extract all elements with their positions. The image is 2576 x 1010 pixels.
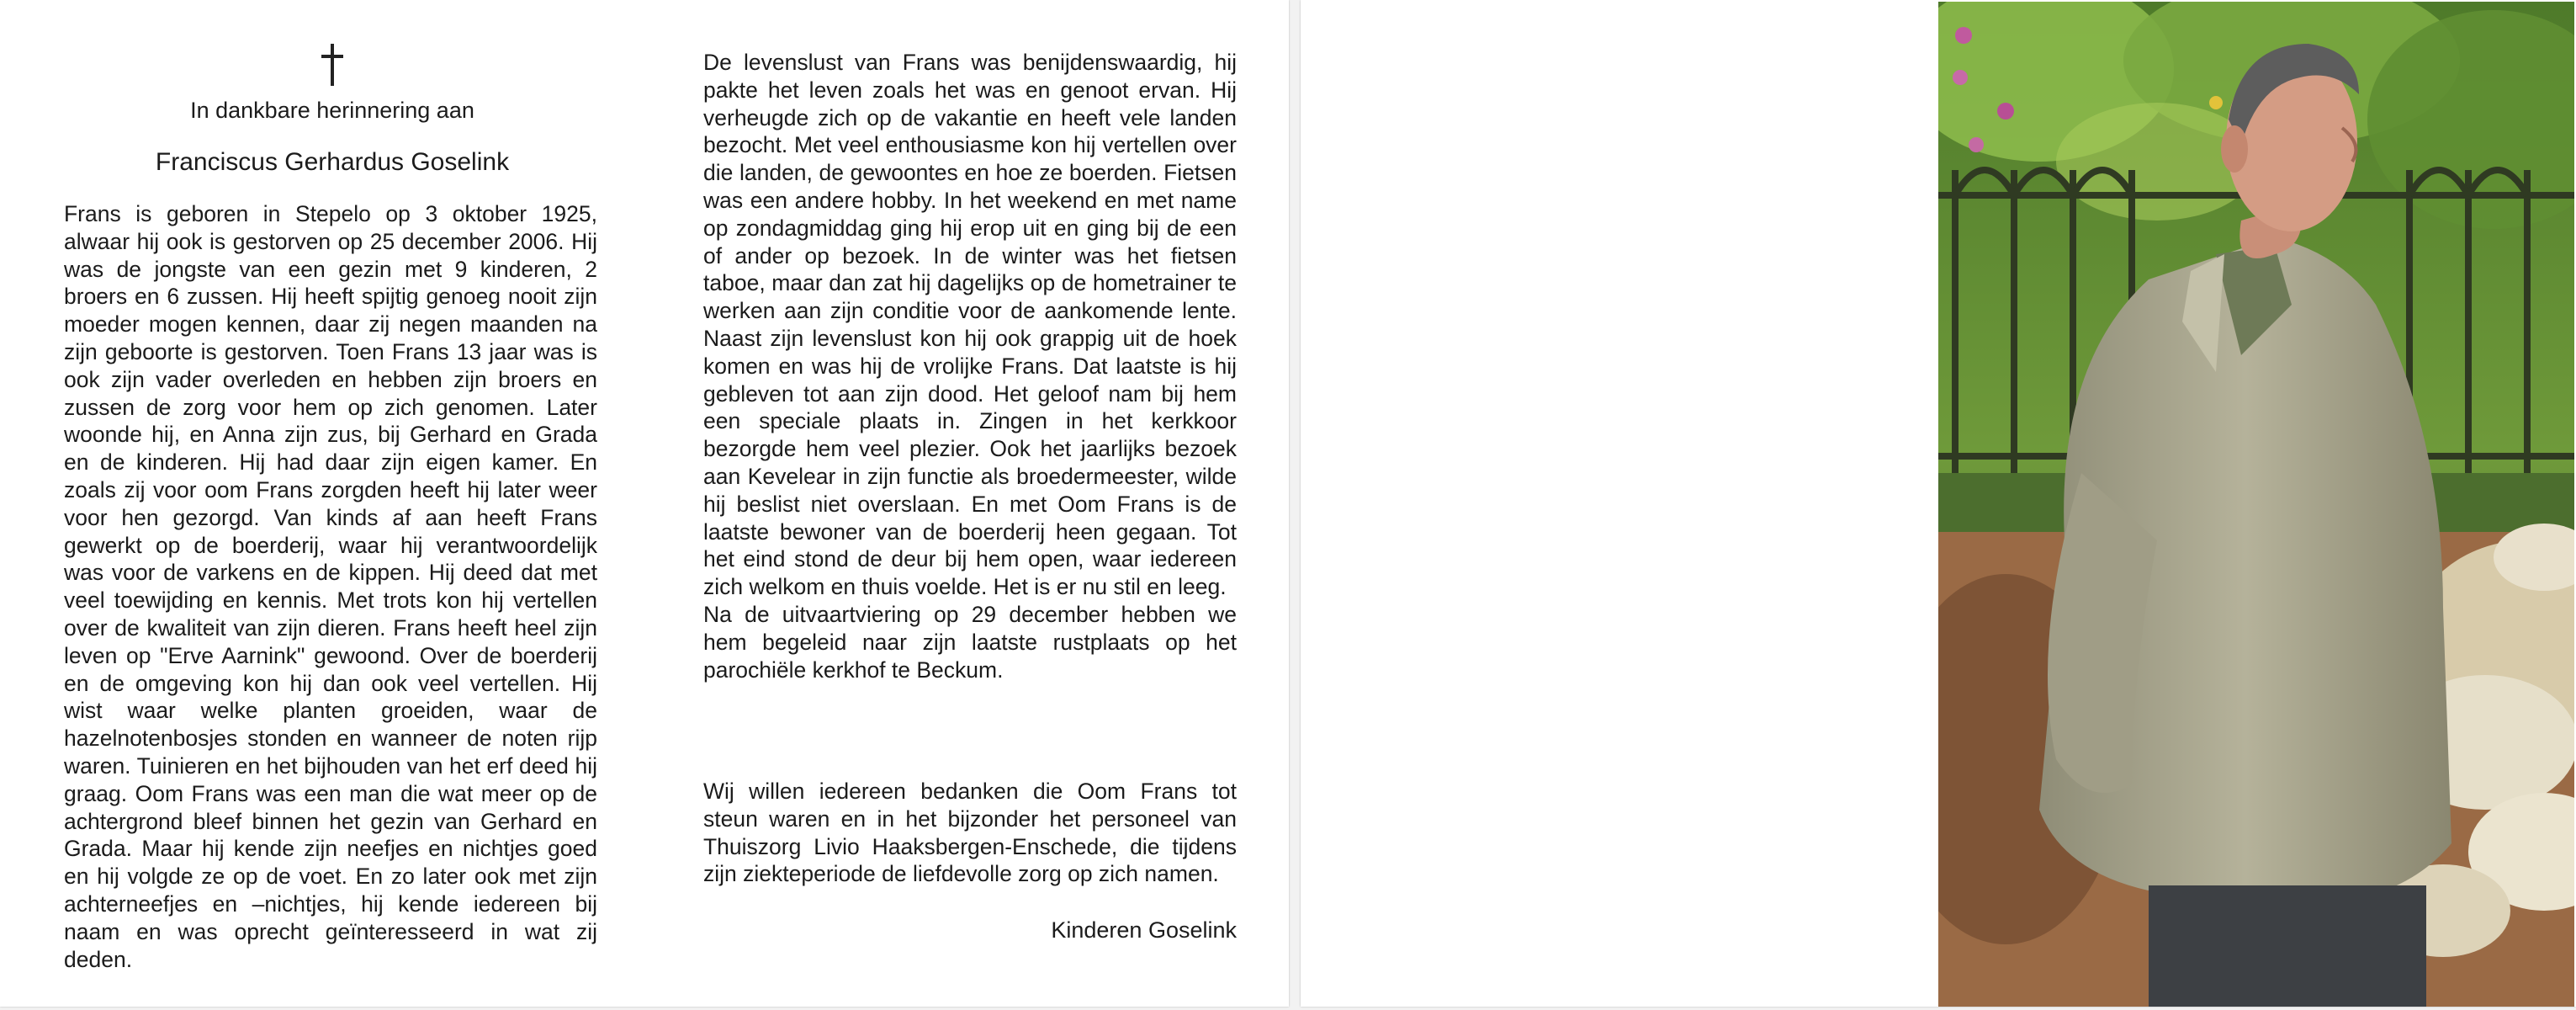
thanks-paragraph	[703, 778, 1237, 888]
biography-column-1	[64, 200, 597, 973]
deceased-name: Franciscus Gerhardus Goselink	[155, 148, 510, 176]
portrait-photo	[1938, 2, 2574, 1007]
biography-column-2	[703, 49, 1237, 683]
biography-paragraph: De levenslust van Frans was benijdenswaardig, hij pakte het leven zoals het was en genoot ervan. Hij verheugde zich op de vakantie en heeft vele landen bezocht. Met veel enthousiasme kon hij vertellen over die landen, de gewoontes en hoe ze boerden. Fietsen was een andere hobby. In het weekend en met name op zondagmiddag ging hij erop uit en ging bij de een of ander op bezoek. In de winter was het fietsen taboe, maar dan zat hij dagelijks op de hometrainer te werken aan zijn conditie voor de aankomende lente. Naast zijn levenslust kon hij ook grappig uit de hoek komen en was hij de vrolijke Frans. Dat laatste is hij gebleven tot aan zijn dood. Het geloof nam bij hem een speciale plaats in. Zingen in het kerkkoor bezorgde hem veel plezier. Ook het jaarlijks bezoek aan Kevelear in zijn functie als broedermeester, wilde hij beslist niet overslaan. En met Oom Frans is de laatste bewoner van de boerderij heen gegaan. Tot het eind stond de deur bij hem open, waar iedereen zich welkom en thuis voelde. Het is er nu stil en leeg.	[703, 50, 1237, 600]
signature: Kinderen Goselink	[1051, 917, 1237, 943]
burial-paragraph: Na de uitvaartviering op 29 december hebben we hem begeleid naar zijn laatste rustplaats op het parochiële kerkhof te Beckum.	[703, 601, 1237, 683]
intro-line: In dankbare herinnering aan	[190, 98, 474, 123]
biography-paragraph: Frans is geboren in Stepelo op 3 oktober 1925, alwaar hij ook is gestorven op 25 december 2006. Hij was de jongste van een gezin met 9 kinderen, 2 broers en 6 zussen. Hij heeft spijtig genoeg nooit zijn moeder mogen kennen, daar zij negen maanden na zijn geboorte is gestorven. Toen Frans 13 jaar was is ook zijn vader overleden en hebben zijn broers en zussen de zorg voor hem op zich genomen. Later woonde hij, en Anna zijn zus, bij Gerhard en Grada en de kinderen. Hij had daar zijn eigen kamer. En zoals zij voor oom Frans zorgden heeft hij later weer voor hen gezorgd. Van kinds af aan heeft Frans gewerkt op de boerderij, waar hij verantwoordelijk was voor de varkens en de kippen. Hij deed dat met veel toewijding en kennis. Met trots kon hij vertellen over de kwaliteit van zijn dieren. Frans heeft heel zijn leven op "Erve Aarnink" gewoond. Over de boerderij en de omgeving kon hij dan ook veel vertellen. Hij wist waar welke planten groeiden, waar de hazelnotenbosjes stonden en wanneer de noten rijp waren. Tuinieren en het bijhouden van het erf deed hij graag. Oom Frans was een man die wat meer op de achtergrond bleef binnen het gezin van Gerhard en Grada. Maar hij kende zijn neefjes en nichtjes goed en hij volgde ze op de voet. En zo later ook met zijn achterneefjes en –nichtjes, hij kende iedereen bij naam en was oprecht geïnteresseerd in wat zij deden.	[64, 201, 597, 972]
latin-cross-icon	[320, 44, 345, 86]
portrait-illustration	[1938, 2, 2574, 1007]
card-inner-spread	[0, 0, 1289, 1007]
thanks-text: Wij willen iedereen bedanken die Oom Frans tot steun waren en in het bijzonder het personeel van Thuiszorg Livio Haaksbergen-Enschede, die tijdens zijn ziekteperiode de liefdevolle zorg op zich namen.	[703, 779, 1237, 887]
